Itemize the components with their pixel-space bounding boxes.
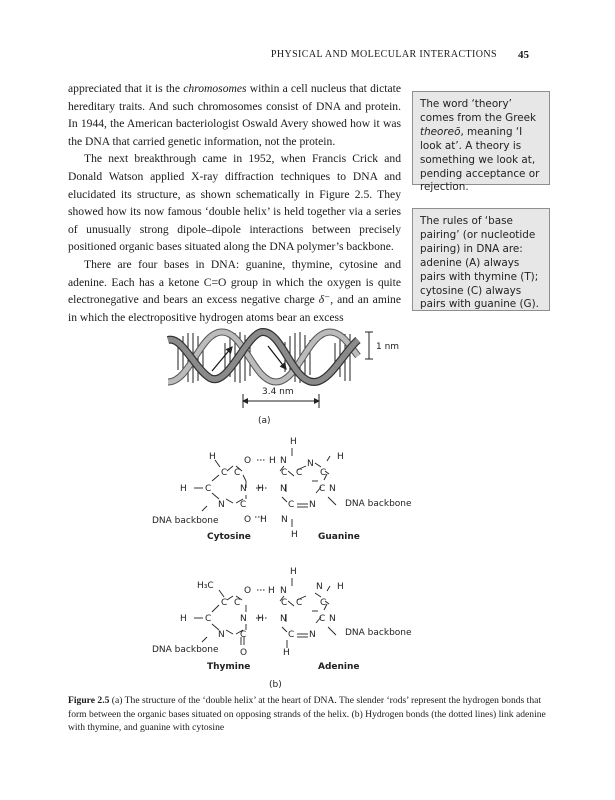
- paragraph-2: The next breakthrough came in 1952, when Francis Crick and Donald Watson applied X-ray diffraction techniques to DNA and elucidated its structure, as shown schematically in Figure 2.5. They showed how its now famous ‘double helix’ is held together via a series of unusually strong dipole–dipole interactions between precisely positioned organic bases situated along the DNA polymer’s backbone.: [68, 152, 401, 254]
- svg-text:H: H: [257, 484, 264, 494]
- cytosine-label: Cytosine: [207, 532, 251, 542]
- svg-text:C: C: [288, 500, 295, 510]
- svg-text:N: N: [240, 484, 247, 494]
- svg-text:N: N: [309, 500, 316, 510]
- thymine-adenine-pair: [152, 567, 412, 690]
- svg-text:C: C: [240, 500, 247, 510]
- svg-text:C: C: [221, 598, 228, 608]
- emphasis-chromosomes: chromosomes: [183, 82, 247, 95]
- svg-text:H: H: [269, 456, 276, 466]
- svg-text:N: N: [280, 456, 287, 466]
- svg-text:H: H: [180, 614, 187, 624]
- dim-pitch-label: 3.4 nm: [262, 387, 294, 397]
- svg-text:C: C: [320, 598, 327, 608]
- svg-text:N: N: [280, 484, 287, 494]
- svg-text:N: N: [307, 459, 314, 469]
- svg-text:N: N: [240, 614, 247, 624]
- svg-text:H: H: [257, 614, 264, 624]
- panel-b-label: (b): [269, 680, 282, 690]
- svg-text:H: H: [260, 515, 267, 525]
- svg-text:N: N: [281, 515, 288, 525]
- svg-text:C: C: [319, 614, 326, 624]
- svg-text:H: H: [337, 582, 344, 592]
- sidebar-note-theory: The word ‘theory’ comes from the Greek theoreō, meaning ‘I look at’. A theory is something we look at, pending acceptance or rejection.: [412, 91, 550, 185]
- svg-text:H: H: [283, 648, 290, 658]
- svg-text:C: C: [205, 614, 212, 624]
- svg-text:C: C: [320, 468, 327, 478]
- svg-text:N: N: [316, 582, 323, 592]
- methyl-group: H₃C: [197, 581, 214, 591]
- svg-text:N: N: [309, 630, 316, 640]
- charge-symbol: δ⁻: [318, 293, 331, 307]
- svg-text:C: C: [281, 598, 288, 608]
- svg-text:C: C: [221, 468, 228, 478]
- svg-text:C: C: [296, 598, 303, 608]
- svg-text:C: C: [240, 630, 247, 640]
- svg-text:H: H: [290, 437, 297, 447]
- backbone-label: DNA backbone: [345, 628, 412, 638]
- svg-text:O: O: [244, 586, 252, 596]
- caption-text: (a) The structure of the ‘double helix’ at the heart of DNA. The slender ‘rods’ represent the hydrogen bonds that form between the organic bases situated on opposing strands of the helix. (b) Hydrogen bonds (the dotted lines) link adenine with thymine, and guanine with cytosine: [68, 695, 546, 734]
- thymine-label: Thymine: [207, 662, 251, 672]
- svg-text:C: C: [281, 468, 288, 478]
- caption-label: Figure 2.5: [68, 695, 110, 706]
- svg-text:N: N: [329, 484, 336, 494]
- backbone-label: DNA backbone: [345, 499, 412, 509]
- figure-caption: [68, 694, 553, 735]
- svg-text:N: N: [280, 586, 287, 596]
- svg-text:C: C: [319, 484, 326, 494]
- double-helix-illustration: [168, 332, 399, 426]
- svg-text:C: C: [288, 630, 295, 640]
- dim-width-label: 1 nm: [376, 342, 400, 352]
- svg-text:C: C: [234, 468, 241, 478]
- svg-text:N: N: [218, 630, 225, 640]
- svg-text:C: C: [234, 598, 241, 608]
- panel-a-label: (a): [258, 416, 271, 426]
- svg-text:H: H: [290, 567, 297, 577]
- paragraph-1: appreciated that it is the chromosomes within a cell nucleus that dictate hereditary traits. And such chromosomes consist of DNA and protein. In 1944, the American bacteriologist Oswald Avery showed how it was the DNA that carried genetic information, not the protein.: [68, 82, 401, 148]
- adenine-label: Adenine: [318, 662, 360, 672]
- svg-text:H: H: [337, 452, 344, 462]
- svg-text:H: H: [209, 452, 216, 462]
- page-number: 45: [518, 49, 529, 61]
- svg-text:C: C: [296, 468, 303, 478]
- svg-text:H: H: [291, 530, 298, 540]
- backbone-label: DNA backbone: [152, 516, 219, 526]
- svg-text:O: O: [240, 648, 248, 658]
- svg-text:O: O: [244, 456, 252, 466]
- svg-text:N: N: [329, 614, 336, 624]
- svg-text:C: C: [205, 484, 212, 494]
- cytosine-guanine-pair: [152, 437, 412, 542]
- svg-text:N: N: [280, 614, 287, 624]
- guanine-label: Guanine: [318, 532, 360, 542]
- svg-text:H: H: [180, 484, 187, 494]
- svg-text:N: N: [218, 500, 225, 510]
- running-head: PHYSICAL AND MOLECULAR INTERACTIONS: [270, 49, 497, 60]
- sidebar-note-base-pairing: The rules of ‘base pairing’ (or nucleotide pairing) in DNA are: adenine (A) always pairs with thymine (T); cytosine (C) always pairs with guanine (G).: [412, 208, 550, 311]
- greek-word: theoreō: [420, 125, 461, 138]
- paragraph-3: There are four bases in DNA: guanine, thymine, cytosine and adenine. Each has a ketone C=O group in which the oxygen is quite electronegative and bears an excess negative charge δ⁻, and an amine in which the electropositive hydrogen atoms bear an excess: [68, 257, 401, 324]
- svg-text:H: H: [268, 586, 275, 596]
- svg-text:O: O: [244, 515, 252, 525]
- backbone-label: DNA backbone: [152, 645, 219, 655]
